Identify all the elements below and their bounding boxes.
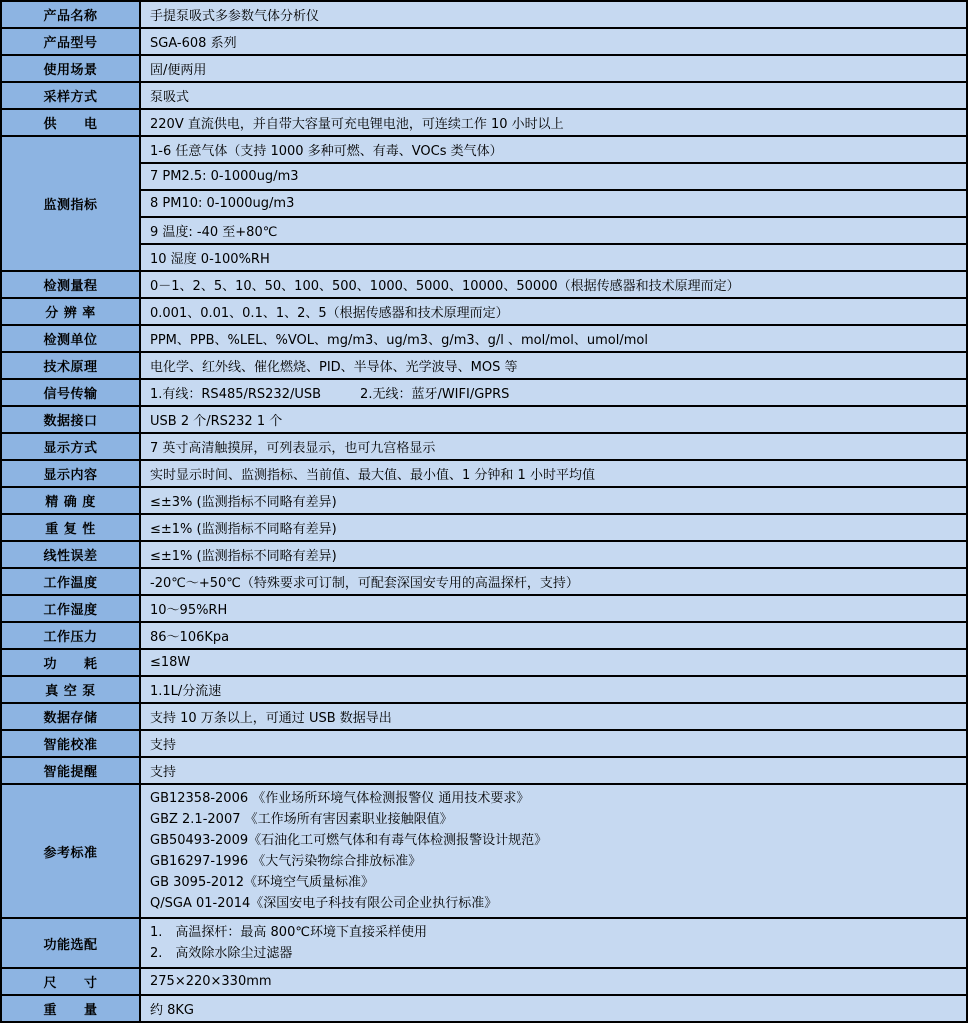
table-row bbox=[1, 622, 967, 649]
spec-value-line: 1. 高温探杆：最高 800℃环境下直接采样使用 bbox=[150, 925, 427, 940]
table-row bbox=[1, 918, 967, 968]
spec-value-line: GB 3095-2012《环境空气质量标准》 bbox=[150, 875, 374, 890]
table-row bbox=[1, 28, 967, 55]
spec-row-value: ≤±1% (监测指标不同略有差异) bbox=[140, 514, 967, 541]
spec-row-label: 智能校准 bbox=[1, 730, 140, 757]
spec-row-value: PPM、PPB、%LEL、%VOL、mg/m3、ug/m3、g/m3、g/l 、mol/mol、umol/mol bbox=[140, 325, 967, 352]
spec-row-label: 精 确 度 bbox=[1, 487, 140, 514]
spec-value-line: GB16297-1996 《大气污染物综合排放标准》 bbox=[150, 854, 422, 869]
spec-row-value: 1.有线：RS485/RS232/USB 2.无线：蓝牙/WIFI/GPRS bbox=[140, 379, 967, 406]
spec-value-line: Q/SGA 01-2014《深国安电子科技有限公司企业执行标准》 bbox=[150, 896, 498, 911]
spec-row-value: 电化学、红外线、催化燃烧、PID、半导体、光学波导、MOS 等 bbox=[140, 352, 967, 379]
spec-value-line: 2. 高效除水除尘过滤器 bbox=[150, 946, 293, 961]
table-row bbox=[1, 82, 967, 109]
spec-row-value: 固/便两用 bbox=[140, 55, 967, 82]
spec-row-value: 10～95%RH bbox=[140, 595, 967, 622]
spec-row-label: 技术原理 bbox=[1, 352, 140, 379]
spec-row-value: 1-6 任意气体（支持 1000 多种可燃、有毒、VOCs 类气体） bbox=[140, 136, 967, 163]
spec-row-label: 显示方式 bbox=[1, 433, 140, 460]
table-row bbox=[1, 352, 967, 379]
spec-value-line: GB12358-2006 《作业场所环境气体检测报警仪 通用技术要求》 bbox=[150, 791, 530, 806]
spec-table-body bbox=[1, 1, 967, 1022]
spec-row-label: 线性误差 bbox=[1, 541, 140, 568]
spec-row-label: 分 辨 率 bbox=[1, 298, 140, 325]
spec-row-label: 真 空 泵 bbox=[1, 676, 140, 703]
spec-row-value: 实时显示时间、监测指标、当前值、最大值、最小值、1 分钟和 1 小时平均值 bbox=[140, 460, 967, 487]
table-row bbox=[1, 730, 967, 757]
spec-row-value: 220V 直流供电，并自带大容量可充电锂电池，可连续工作 10 小时以上 bbox=[140, 109, 967, 136]
spec-row-value: 275×220×330mm bbox=[140, 968, 967, 995]
spec-row-value: 10 湿度 0-100%RH bbox=[140, 244, 967, 271]
table-row bbox=[1, 190, 967, 217]
spec-row-label: 工作压力 bbox=[1, 622, 140, 649]
table-row bbox=[1, 541, 967, 568]
spec-row-label: 数据接口 bbox=[1, 406, 140, 433]
spec-row-label: 产品型号 bbox=[1, 28, 140, 55]
table-row bbox=[1, 325, 967, 352]
table-row bbox=[1, 595, 967, 622]
spec-row-value: USB 2 个/RS232 1 个 bbox=[140, 406, 967, 433]
spec-row-label: 信号传输 bbox=[1, 379, 140, 406]
spec-row-label: 工作湿度 bbox=[1, 595, 140, 622]
table-row bbox=[1, 433, 967, 460]
spec-row-value: 7 PM2.5: 0-1000ug/m3 bbox=[140, 163, 967, 190]
spec-row-label: 尺 寸 bbox=[1, 968, 140, 995]
table-row bbox=[1, 379, 967, 406]
table-row bbox=[1, 163, 967, 190]
table-row bbox=[1, 244, 967, 271]
spec-row-value: 7 英寸高清触摸屏，可列表显示，也可九宫格显示 bbox=[140, 433, 967, 460]
spec-row-value: -20℃～+50℃（特殊要求可订制，可配套深国安专用的高温探杆，支持） bbox=[140, 568, 967, 595]
spec-row-value: SGA-608 系列 bbox=[140, 28, 967, 55]
table-row bbox=[1, 136, 967, 163]
table-row bbox=[1, 298, 967, 325]
spec-row-value: ≤±3% (监测指标不同略有差异) bbox=[140, 487, 967, 514]
spec-row-value: 8 PM10: 0-1000ug/m3 bbox=[140, 190, 967, 217]
table-row bbox=[1, 703, 967, 730]
spec-row-value: 支持 bbox=[140, 757, 967, 784]
spec-row-label: 产品名称 bbox=[1, 1, 140, 28]
table-row bbox=[1, 271, 967, 298]
spec-row-label: 重 量 bbox=[1, 995, 140, 1022]
table-row bbox=[1, 406, 967, 433]
spec-row-value: 支持 bbox=[140, 730, 967, 757]
spec-row-label: 数据存储 bbox=[1, 703, 140, 730]
spec-row-value: 约 8KG bbox=[140, 995, 967, 1022]
table-row bbox=[1, 55, 967, 82]
spec-row-label: 检测量程 bbox=[1, 271, 140, 298]
spec-row-label: 检测单位 bbox=[1, 325, 140, 352]
table-row bbox=[1, 460, 967, 487]
spec-row-label: 采样方式 bbox=[1, 82, 140, 109]
table-row bbox=[1, 487, 967, 514]
spec-value-line: GBZ 2.1-2007 《工作场所有害因素职业接触限值》 bbox=[150, 812, 453, 827]
spec-row-value bbox=[140, 784, 967, 918]
table-row bbox=[1, 1, 967, 28]
spec-row-label: 智能提醒 bbox=[1, 757, 140, 784]
spec-row-label: 工作温度 bbox=[1, 568, 140, 595]
spec-row-value: 1.1L/分流速 bbox=[140, 676, 967, 703]
table-row bbox=[1, 568, 967, 595]
table-row bbox=[1, 649, 967, 676]
spec-row-value: ≤±1% (监测指标不同略有差异) bbox=[140, 541, 967, 568]
spec-row-label: 监测指标 bbox=[1, 136, 140, 271]
table-row bbox=[1, 514, 967, 541]
table-row bbox=[1, 757, 967, 784]
spec-row-label: 重 复 性 bbox=[1, 514, 140, 541]
table-row bbox=[1, 968, 967, 995]
spec-row-value: 支持 10 万条以上，可通过 USB 数据导出 bbox=[140, 703, 967, 730]
spec-row-value: 0.001、0.01、0.1、1、2、5（根据传感器和技术原理而定） bbox=[140, 298, 967, 325]
spec-row-value bbox=[140, 918, 967, 968]
table-row bbox=[1, 109, 967, 136]
spec-row-label: 使用场景 bbox=[1, 55, 140, 82]
table-row bbox=[1, 995, 967, 1022]
spec-row-label: 供 电 bbox=[1, 109, 140, 136]
spec-row-label: 显示内容 bbox=[1, 460, 140, 487]
spec-row-value: 泵吸式 bbox=[140, 82, 967, 109]
table-row bbox=[1, 676, 967, 703]
table-row bbox=[1, 217, 967, 244]
table-row bbox=[1, 784, 967, 918]
spec-row-value: 86～106Kpa bbox=[140, 622, 967, 649]
spec-row-label: 参考标准 bbox=[1, 784, 140, 918]
spec-row-value: 手提泵吸式多参数气体分析仪 bbox=[140, 1, 967, 28]
spec-value-line: GB50493-2009《石油化工可燃气体和有毒气体检测报警设计规范》 bbox=[150, 833, 548, 848]
spec-row-value: 9 温度: -40 至+80℃ bbox=[140, 217, 967, 244]
spec-row-value: 0－1、2、5、10、50、100、500、1000、5000、10000、50000（根据传感器和技术原理而定） bbox=[140, 271, 967, 298]
spec-row-label: 功 耗 bbox=[1, 649, 140, 676]
spec-row-label: 功能选配 bbox=[1, 918, 140, 968]
spec-row-value: ≤18W bbox=[140, 649, 967, 676]
